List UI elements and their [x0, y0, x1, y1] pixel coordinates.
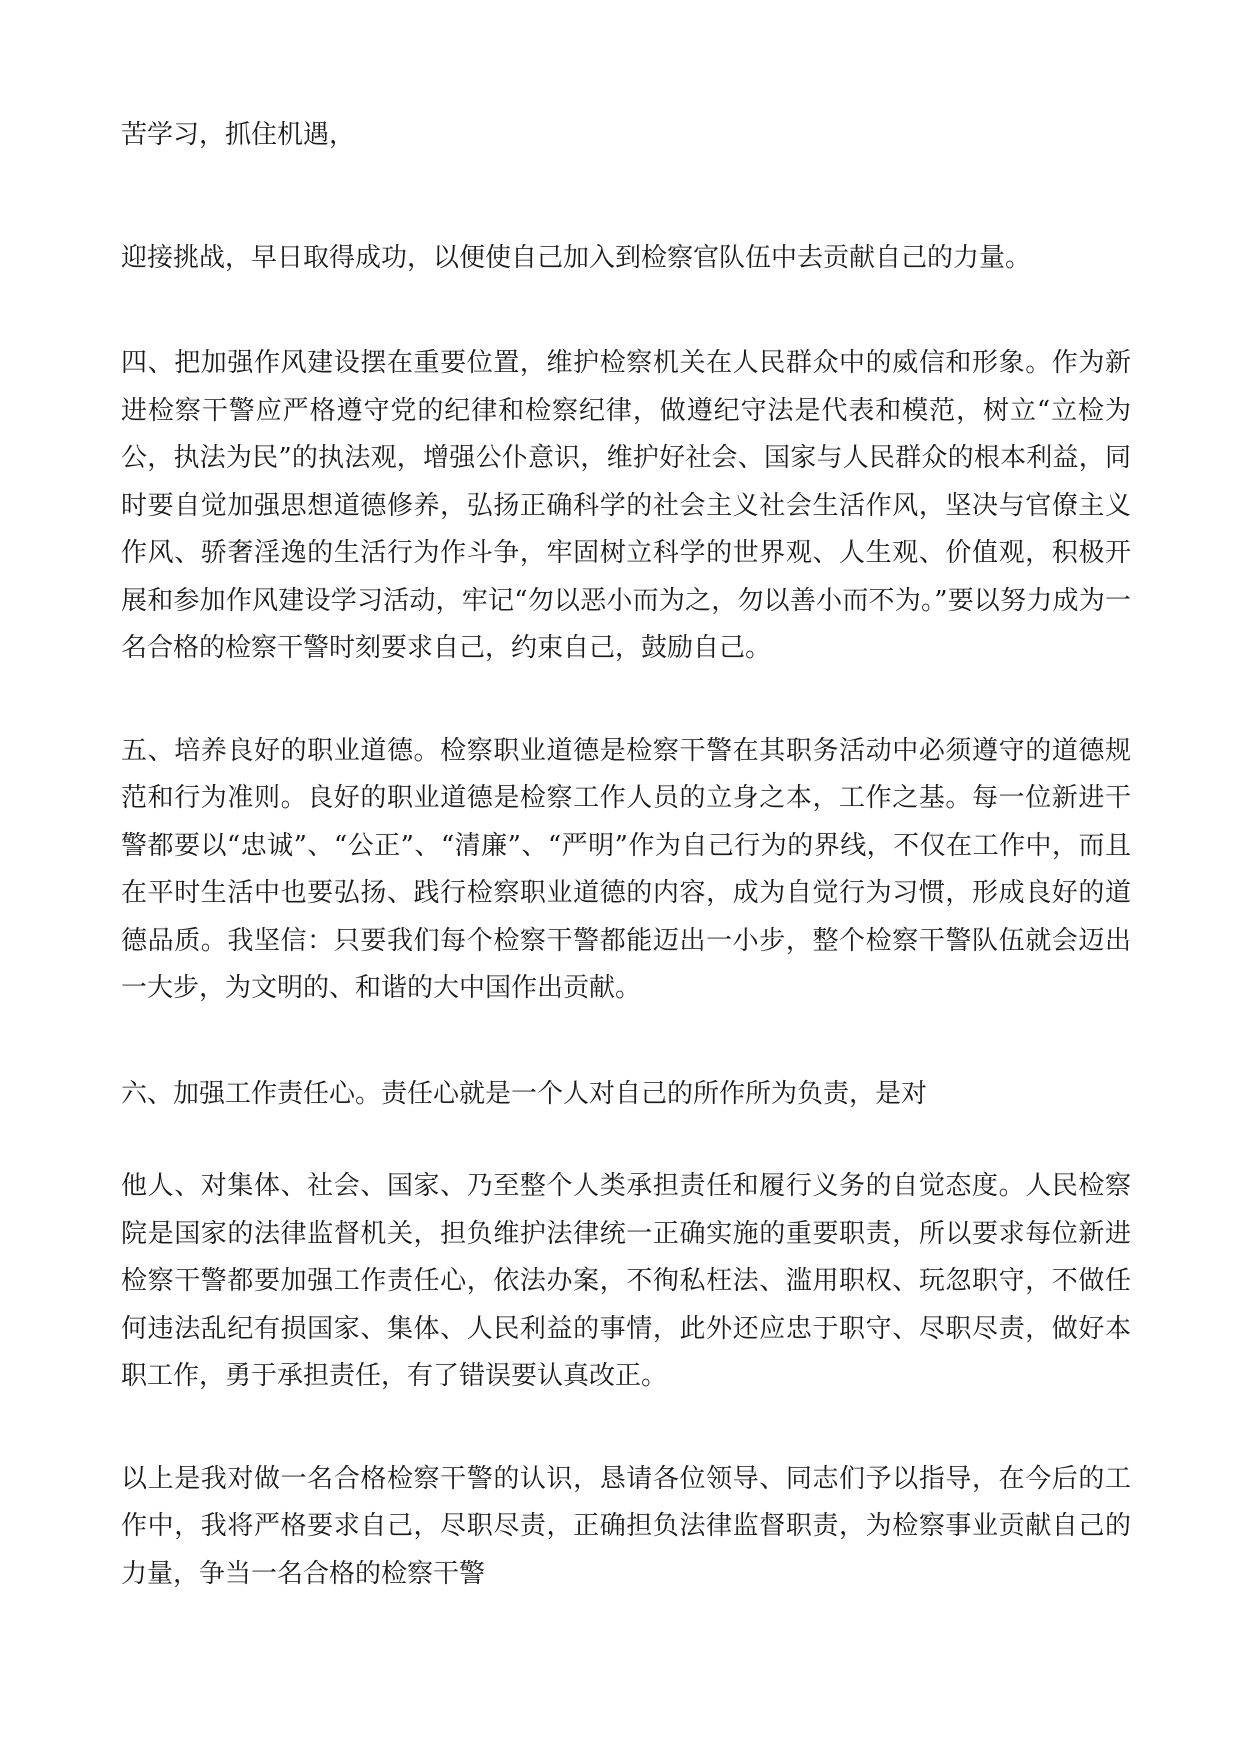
paragraph-conclusion: 以上是我对做一名合格检察干警的认识，恳请各位领导、同志们予以指导，在今后的工作中，我将严格要求自己，尽职尽责，正确担负法律监督职责，为检察事业贡献自己的力量，争当一名合格的检察干警 [121, 1463, 1131, 1589]
paragraph-section-5-ethics: 五、培养良好的职业道德。检察职业道德是检察干警在其职务活动中必须遵守的道德规范和行为准则。良好的职业道德是检察工作人员的立身之本，工作之基。每一位新进干警都要以“忠诚”、“公正”、“清廉”、“严明”作为自己行为的界线，不仅在工作中，而且在平时生活中也要弘扬、践行检察职业道德的内容，成为自觉行为习惯，形成良好的道德品质。我坚信：只要我们每个检察干警都能迈出一小步，整个检察干警队伍就会迈出一大步，为文明的、和谐的大中国作出贡献。 [121, 735, 1131, 1003]
paragraph-section-6-responsibility: 六、加强工作责任心。责任心就是一个人对自己的所作所为负责，是对 [121, 1078, 928, 1109]
document-page [121, 112, 1131, 1598]
paragraph-challenge: 迎接挑战，早日取得成功，以便使自己加入到检察官队伍中去贡献自己的力量。 [121, 242, 1032, 273]
paragraph-section-6-continuation: 他人、对集体、社会、国家、乃至整个人类承担责任和履行义务的自觉态度。人民检察院是国家的法律监督机关，担负维护法律统一正确实施的重要职责，所以要求每位新进检察干警都要加强工作责任心，依法办案，不徇私枉法、滥用职权、玩忽职守，不做任何违法乱纪有损国家、集体、人民利益的事情，此外还应忠于职守、尽职尽责，做好本职工作，勇于承担责任，有了错误要认真改正。 [121, 1171, 1131, 1391]
paragraph-study-continuation: 苦学习，抓住机遇， [121, 120, 356, 150]
paragraph-section-4-work-style: 四、把加强作风建设摆在重要位置，维护检察机关在人民群众中的威信和形象。作为新进检察干警应严格遵守党的纪律和检察纪律，做遵纪守法是代表和模范，树立“立检为公，执法为民”的执法观，增强公仆意识，维护好社会、国家与人民群众的根本利益，同时要自觉加强思想道德修养，弘扬正确科学的社会主义社会生活作风，坚决与官僚主义作风、骄奢淫逸的生活行为作斗争，牢固树立科学的世界观、人生观、价值观，积极开展和参加作风建设学习活动，牢记“勿以恶小而为之，勿以善小而不为。”要以努力成为一名合格的检察干警时刻要求自己，约束自己，鼓励自己。 [121, 348, 1131, 663]
